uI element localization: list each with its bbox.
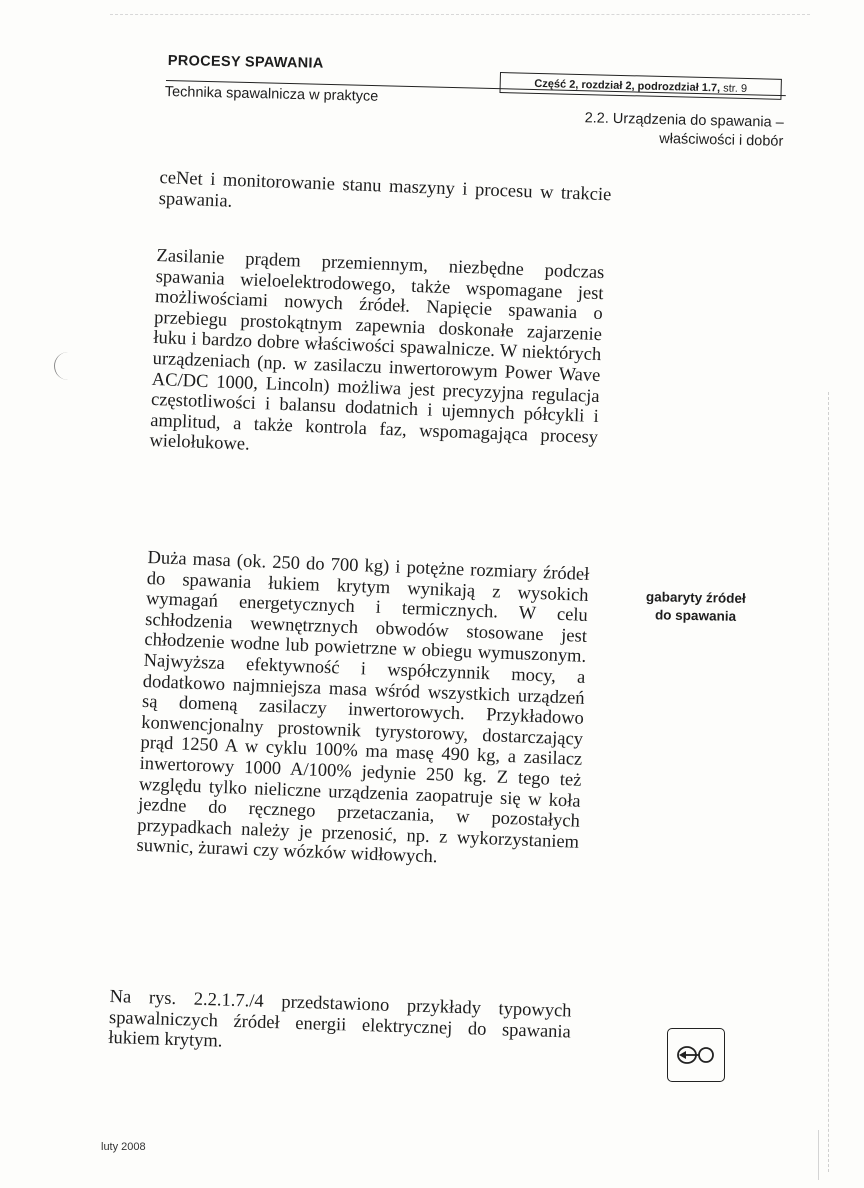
scan-edge-line-right [828,392,829,1172]
cross-reference-icon [667,1028,725,1082]
eye-link-icon [673,1040,719,1070]
scan-edge-mark [818,1130,819,1180]
paragraph-figure-reference: Na rys. 2.2.1.7./4 przedstawiono przykłady typowych spawalniczych źródeł energii elektrycznej do spawania łukiem krytym. [108,987,572,1052]
section-title [527,108,784,151]
margin-note-line2: do spawania [654,607,737,625]
publication-title: PROCESY SPAWANIA [167,53,324,72]
section-title-line1: 2.2. Urządzenia do spawania – [584,110,784,131]
publication-subtitle: Technika spawalnicza w praktyce [164,84,379,105]
margin-note [631,588,760,627]
paragraph-ac-welding: Zasilanie prądem przemiennym, niezbędne podczas spawania wieloelektrodowego, także wspomagane jest możliwościami nowych źródeł. Napięcie spawania o przebiegu prostokątnym zapewnia doskonałe zajarzenie łuku i bardzo dobre właściwości spawalnicze. W niektórych urządzeniach (np. w zasilaczu inwertorowym Power Wave AC/DC 1000, Lincoln) możliwa jest precyzyjna regulacja częstotliwości i balansu dodatnich i ujemnych półcykli i amplitud, a także kontrola faz, wspomagająca procesy wielołukowe. [149,246,605,456]
paragraph-source-dimensions: Duża masa (ok. 250 do 700 kg) i potężne rozmiary źródeł do spawania łukiem krytym wynikają z wysokich wymagań energetycznych i termicznych. W celu schłodzenia wewnętrznych obwodów stosowane jest chłodzenie wodne lub powietrzne w obiegu wymuszonym. Najwyższa efektywność i współczynnik mocy, a dodatkowo najmniejsza masa wśród wszystkich urządzeń są domeną zasilaczy inwertorowych. Przykładowo konwencjonalny prostownik tyrystorowy, dostarczający prąd 1250 A w cyklu 100% ma masę 490 kg, a zasilacz inwertorowy 1000 A/100% jedynie 250 kg. Z tego też względu tylko nieliczne urządzenia zaopatruje się w koła jezdne do ręcznego przetaczania, w pozostałych przypadkach należy je przenosić, np. z wykorzystaniem suwnic, żurawi czy wózków widłowych. [136,548,590,868]
footer-date: luty 2008 [101,1141,146,1153]
chapter-reference: Część 2, rozdział 2, podrozdział 1.7, [534,77,721,94]
margin-note-line1: gabaryty źródeł [645,589,746,606]
chapter-reference-box [499,72,781,100]
paragraph-monitoring: ceNet i monitorowanie stanu maszyny i procesu w trakcie spawania. [158,168,612,212]
scan-edge-line [110,14,810,15]
margin-pencil-mark [54,352,69,380]
section-title-line2: właściwości i dobór [659,130,784,150]
page-reference: str. 9 [723,81,748,95]
